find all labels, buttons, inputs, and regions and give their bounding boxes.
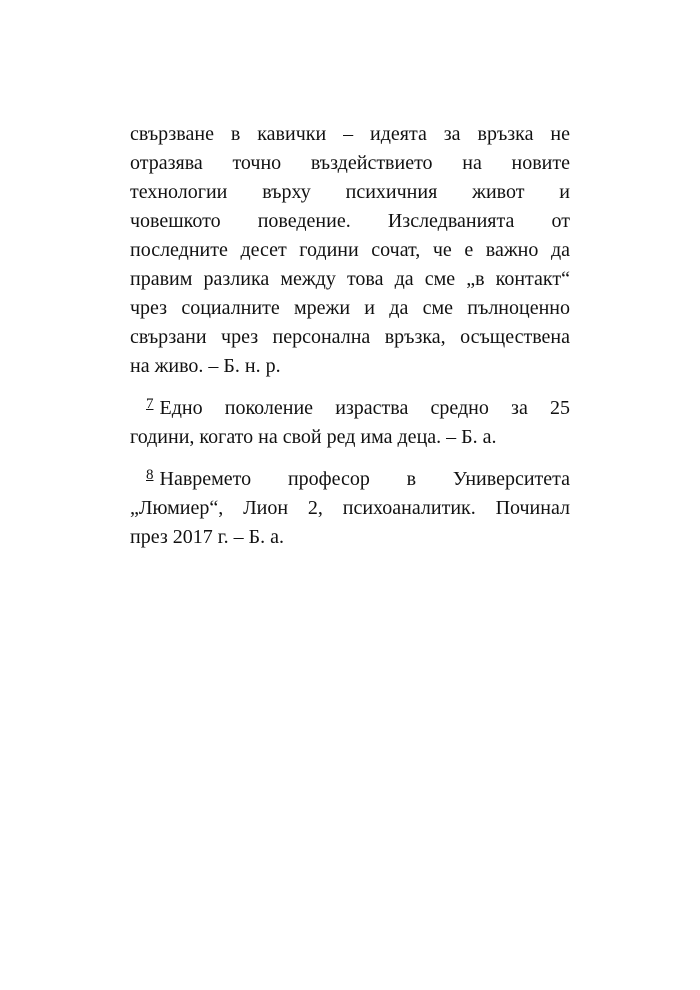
- footnote-first-line: [130, 394, 570, 423]
- footnote-number-link[interactable]: 8: [146, 467, 154, 483]
- text-line: технологии върху психичния живот и: [130, 181, 570, 203]
- text-line: на живо. – Б. н. р.: [130, 355, 281, 377]
- text-line: чрез социалните мрежи и да сме пълноценно: [130, 297, 570, 319]
- text-line: свързани чрез персонална връзка, осъществена: [130, 326, 570, 348]
- footnote-8: [130, 465, 570, 552]
- text-line: човешкото поведение. Изследванията от: [130, 210, 570, 232]
- text-line: последните десет години сочат, че е важно да: [130, 239, 570, 261]
- text-line: „Люмиер“, Лион 2, психоаналитик. Починал: [130, 497, 570, 519]
- footnote-text: Едно поколение израства средно за 25: [159, 397, 570, 419]
- text-line: години, когато на свой ред има деца. – Б. а.: [130, 426, 497, 448]
- footnote-number-link[interactable]: 7: [146, 396, 154, 412]
- footnote-text: Навремето професор в Университета: [159, 468, 570, 490]
- text-line: през 2017 г. – Б. а.: [130, 526, 285, 548]
- text-line: свързване в кавички – идеята за връзка не: [130, 123, 570, 145]
- continued-footnote: [130, 120, 570, 381]
- text-line: отразява точно въздействието на новите: [130, 152, 570, 174]
- footnotes-text: [130, 120, 570, 552]
- text-line: правим разлика между това да сме „в контакт“: [130, 268, 570, 290]
- footnote-7: [130, 394, 570, 452]
- footnote-first-line: [130, 465, 570, 494]
